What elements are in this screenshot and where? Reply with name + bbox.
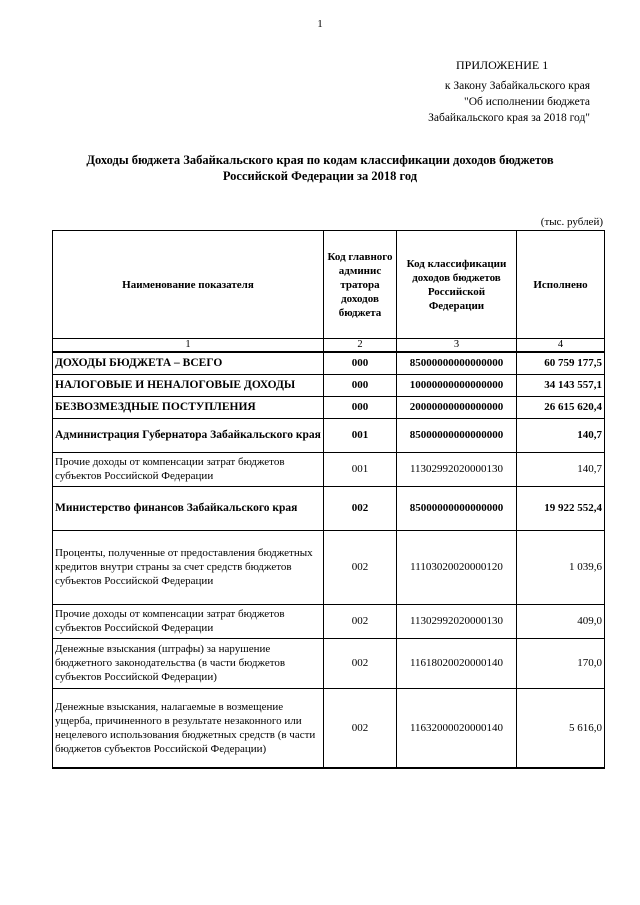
column-number: 3 [397, 339, 517, 353]
row-admin-code: 002 [324, 688, 397, 768]
header-admin-code: Код главного админис тратора доходов бюджета [324, 231, 397, 339]
row-classification-code: 10000000000000000 [397, 374, 517, 396]
row-name: Министерство финансов Забайкальского края [53, 486, 324, 530]
row-admin-code: 002 [324, 638, 397, 688]
table-row [53, 452, 605, 486]
row-admin-code: 002 [324, 530, 397, 604]
column-number: 1 [53, 339, 324, 353]
law-reference-line: к Закону Забайкальского края [444, 80, 590, 92]
table-row [53, 418, 605, 452]
column-number-row [53, 339, 605, 353]
row-amount: 140,7 [517, 452, 605, 486]
row-amount: 1 039,6 [517, 530, 605, 604]
revenue-table [52, 230, 605, 769]
table-row [53, 352, 605, 374]
row-classification-code: 11103020020000120 [397, 530, 517, 604]
row-admin-code: 000 [324, 374, 397, 396]
row-name: БЕЗВОЗМЕЗДНЫЕ ПОСТУПЛЕНИЯ [53, 396, 324, 418]
table-row [53, 486, 605, 530]
row-name: Денежные взыскания (штрафы) за нарушение бюджетного законодательства (в части бюджетов субъектов Российской Федерации) [53, 638, 324, 688]
row-name: Прочие доходы от компенсации затрат бюджетов субъектов Российской Федерации [53, 452, 324, 486]
row-admin-code: 002 [324, 604, 397, 638]
table-row [53, 374, 605, 396]
row-amount: 34 143 557,1 [517, 374, 605, 396]
law-reference-line: "Об исполнении бюджета [464, 96, 590, 108]
column-number: 2 [324, 339, 397, 353]
law-reference-line: Забайкальского края за 2018 год" [428, 112, 590, 124]
row-amount: 409,0 [517, 604, 605, 638]
document-title-line: Доходы бюджета Забайкальского края по кодам классификации доходов бюджетов [86, 153, 554, 167]
row-classification-code: 85000000000000000 [397, 486, 517, 530]
column-number: 4 [517, 339, 605, 353]
table-header-row [53, 231, 605, 339]
row-name: Проценты, полученные от предоставления бюджетных кредитов внутри страны за счет средств бюджетов субъектов Российской Федерации [53, 530, 324, 604]
law-reference [400, 78, 590, 126]
table-row [53, 604, 605, 638]
table-row [53, 638, 605, 688]
row-classification-code: 11302992020000130 [397, 452, 517, 486]
row-amount: 19 922 552,4 [517, 486, 605, 530]
row-name: Денежные взыскания, налагаемые в возмещение ущерба, причиненного в результате незаконного или нецелевого использования бюджетных средств (в части бюджетов субъектов Российской Федерации) [53, 688, 324, 768]
row-classification-code: 11632000020000140 [397, 688, 517, 768]
row-classification-code: 11618020020000140 [397, 638, 517, 688]
row-admin-code: 002 [324, 486, 397, 530]
row-name: НАЛОГОВЫЕ И НЕНАЛОГОВЫЕ ДОХОДЫ [53, 374, 324, 396]
row-admin-code: 000 [324, 396, 397, 418]
row-name: Прочие доходы от компенсации затрат бюджетов субъектов Российской Федерации [53, 604, 324, 638]
table-row [53, 688, 605, 768]
document-title [40, 152, 600, 184]
row-amount: 170,0 [517, 638, 605, 688]
row-admin-code: 000 [324, 352, 397, 374]
row-name: ДОХОДЫ БЮДЖЕТА – ВСЕГО [53, 352, 324, 374]
row-amount: 60 759 177,5 [517, 352, 605, 374]
document-title-line: Российской Федерации за 2018 год [222, 169, 418, 183]
appendix-label: ПРИЛОЖЕНИЕ 1 [456, 58, 549, 72]
table-row [53, 530, 605, 604]
row-name: Администрация Губернатора Забайкальского края [53, 418, 324, 452]
row-classification-code: 85000000000000000 [397, 418, 517, 452]
page-number: 1 [317, 18, 323, 30]
row-classification-code: 20000000000000000 [397, 396, 517, 418]
row-amount: 26 615 620,4 [517, 396, 605, 418]
header-classification-code: Код классификации доходов бюджетов Российской Федерации [397, 231, 517, 339]
row-classification-code: 85000000000000000 [397, 352, 517, 374]
table-row [53, 396, 605, 418]
header-name: Наименование показателя [53, 231, 324, 339]
row-admin-code: 001 [324, 418, 397, 452]
row-amount: 140,7 [517, 418, 605, 452]
row-classification-code: 11302992020000130 [397, 604, 517, 638]
row-amount: 5 616,0 [517, 688, 605, 768]
header-executed: Исполнено [517, 231, 605, 339]
units-label: (тыс. рублей) [540, 216, 603, 228]
row-admin-code: 001 [324, 452, 397, 486]
